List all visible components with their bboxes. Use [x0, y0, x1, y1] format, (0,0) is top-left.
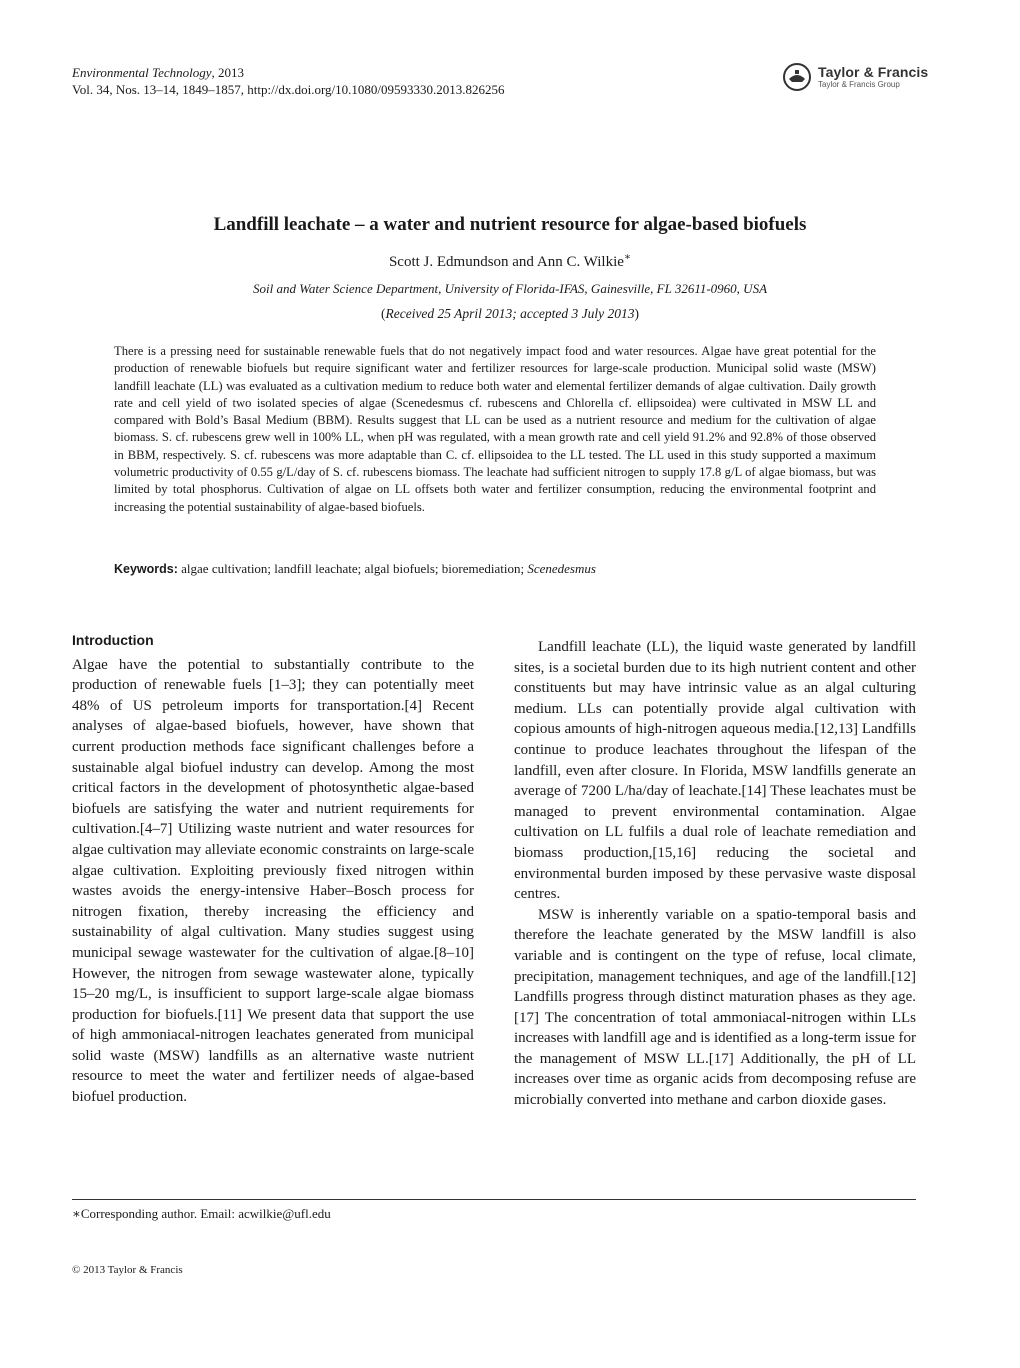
corresponding-mark: ∗: [623, 252, 632, 263]
body-column-right: [514, 637, 916, 1111]
journal-name: Environmental Technology: [72, 65, 212, 80]
keywords-label: Keywords:: [114, 562, 178, 576]
corresponding-author-footnote: ∗Corresponding author. Email: acwilkie@ufl.edu: [72, 1206, 331, 1221]
author-affiliation: Soil and Water Science Department, University of Florida-IFAS, Gainesville, FL 32611-0960, USA: [252, 281, 768, 296]
section-heading-introduction: Introduction: [72, 632, 154, 648]
article-title: Landfill leachate – a water and nutrient resource for algae-based biofuels: [213, 214, 807, 235]
body-column-left: [72, 630, 474, 1108]
journal-citation: [72, 64, 505, 98]
author-names: Scott J. Edmundson and Ann C. Wilkie: [388, 254, 624, 270]
publisher-group: Taylor & Francis Group: [818, 80, 900, 89]
journal-volume-doi: Vol. 34, Nos. 13–14, 1849–1857, http://dx.doi.org/10.1080/09593330.2013.826256: [72, 82, 505, 97]
copyright-notice: © 2013 Taylor & Francis: [72, 1264, 183, 1276]
abstract-text: There is a pressing need for sustainable renewable fuels that do not negatively impact food and water resources. Algae have great potential for the production of renewable biofuels but require significant water and fertilizer resources for large-scale production. Municipal solid waste (MSW) landfill leachate (LL) was evaluated as a cultivation medium to reduce both water and elemental fertilizer demands of algae cultivation. Daily growth rate and cell yield of two isolated species of algae (Scenedesmus cf. rubescens and Chlorella cf. ellipsoidea) were cultivated in MSW LL and compared with Bold’s Basal Medium (BBM). Results suggest that LL can be used as a nutrient resource and medium for the cultivation of algae biomass. S. cf. rubescens grew well in 100% LL, when pH was regulated, with a mean growth rate and cell yield 91.2% and 92.8% of those observed in BBM, respectively. S. cf. rubescens was more adaptable than C. cf. ellipsoidea to the LL tested. The LL used in this study supported a maximum volumetric productivity of 0.55 g/L/day of S. cf. rubescens biomass. The leachate had sufficient nitrogen to supply 17.8 g/L of algae biomass, but was limited by total phosphorus. Cultivation of algae on LL offsets both water and fertilizer consumption, reducing the environmental footprint and increasing the potential sustainability of algae-based biofuels.: [114, 344, 876, 514]
article-authors: [0, 251, 1020, 271]
abstract: [114, 343, 876, 516]
publisher-logo: [782, 62, 942, 98]
journal-year: , 2013: [211, 65, 244, 80]
body-paragraph: Landfill leachate (LL), the liquid waste generated by landfill sites, is a societal burden due to its high nutrient content and other constituents but may have intrinsic value as an algal culturing medium. LLs can potentially provide algal cultivation with copious amounts of high-nitrogen aqueous media.[12,13] Landfills continue to produce leachates throughout the lifespan of the landfill, even after closure. In Florida, MSW landfills generate an average of 7200 L/ha/day of leachate.[14] These leachates must be managed to prevent environmental contamination. Algae cultivation on LL fulfils a dual role of leachate remediation and biomass production,[15,16] reducing the societal and environmental burden imposed by these pervasive waste disposal centres.: [514, 639, 916, 903]
body-paragraph: MSW is inherently variable on a spatio-temporal basis and therefore the leachate generated by the MSW landfill is also variable and is contingent on the type of refuse, local climate, precipitation, management techniques, and age of the landfill.[12] Landfills progress through distinct maturation phases as they age.[17] The concentration of total ammoniacal-nitrogen within LLs increases with landfill age and is identified as a long-term issue for the management of MSW LL.[17] Additionally, the pH of LL increases over time as organic acids from decomposing refuse are microbially converted into methane and carbon dioxide gases.: [514, 906, 916, 1109]
footnote-divider: [72, 1199, 916, 1200]
received-dates: (Received 25 April 2013; accepted 3 July 2013): [380, 306, 640, 321]
received-text: Received 25 April 2013; accepted 3 July 2013: [385, 306, 635, 321]
body-paragraph: Algae have the potential to substantially contribute to the production of renewable fuels [1–3]; they can potentially meet 48% of US petroleum imports for transportation.[4] Recent analyses of algae-based biofuels, however, have shown that current production methods face significant challenges before a sustainable algal biofuel industry can develop. Among the most critical factors in the development of photosynthetic algae-based biofuels are satisfying the water and nutrient requirements for cultivation.[4–7] Utilizing waste nutrient and water resources for algae cultivation may alleviate economic constraints on large-scale algae cultivation. Exploiting previously fixed nitrogen within wastes avoids the energy-intensive Haber–Bosch process for nitrogen fixation, thereby increasing the efficiency and sustainability of algal cultivation. Many studies suggest using municipal sewage wastewater for the cultivation of algae.[8–10] However, the nitrogen from sewage wastewater alone, typically 15–20 mg/L, is insufficient to support large-scale algae biomass production for biofuels.[11] We present data that support the use of high ammoniacal-nitrogen leachates generated from municipal solid waste (MSW) landfills as an alternative waste nutrient resource to meet the water and fertilizer needs of algae-based biofuel production.: [72, 656, 474, 1106]
lamp-icon: [782, 62, 812, 92]
publisher-name: Taylor & Francis: [818, 64, 929, 80]
keywords-list: algae cultivation; landfill leachate; algal biofuels; bioremediation;: [181, 561, 525, 576]
keywords-last: Scenedesmus: [527, 561, 596, 576]
keywords: [114, 561, 876, 577]
